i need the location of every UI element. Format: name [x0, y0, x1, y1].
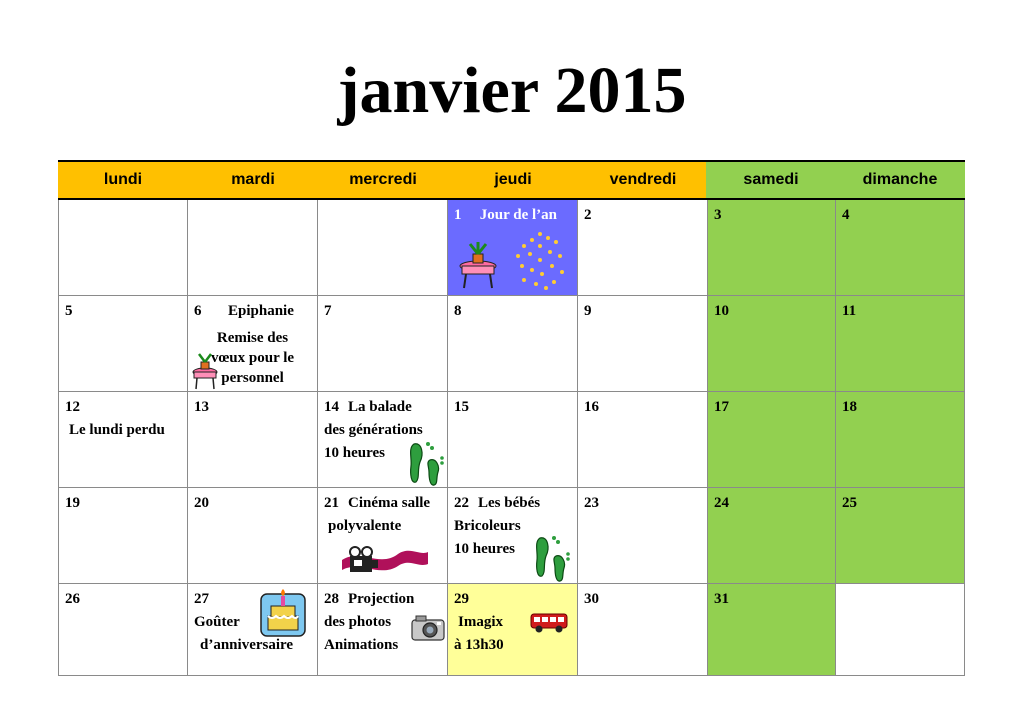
day-number: 10 [714, 303, 729, 319]
day-cell-4 [836, 200, 965, 296]
day-cell-7 [318, 296, 448, 392]
event-text: La balade [348, 399, 412, 415]
day-number: 18 [842, 399, 857, 415]
day-number: 9 [584, 303, 592, 319]
day-cell-10 [708, 296, 836, 392]
day-cell-28 [318, 584, 448, 676]
event-text: d’anniversaire [200, 637, 294, 653]
weekend-header [706, 160, 965, 200]
weekday-header-mardi: mardi [231, 171, 275, 188]
day-cell-31 [708, 584, 836, 676]
day-number: 15 [454, 399, 469, 415]
day-cell-25 [836, 488, 965, 584]
day-cell-23 [578, 488, 708, 584]
day-number: 6 [194, 303, 202, 319]
photo-camera-icon [410, 612, 446, 642]
day-number: 1 [454, 207, 462, 223]
weekday-header-mercredi: mercredi [349, 171, 417, 188]
weekday-header-samedi: samedi [743, 171, 799, 188]
event-text: Remise des [216, 330, 289, 346]
day-number: 29 [454, 591, 469, 607]
film-camera-icon [340, 542, 430, 576]
day-cell-13 [188, 392, 318, 488]
day-number: 8 [454, 303, 462, 319]
day-cell-27 [188, 584, 318, 676]
footprints-icon [408, 440, 444, 486]
day-number: 17 [714, 399, 729, 415]
day-number: 30 [584, 591, 599, 607]
event-text: 10 heures [454, 541, 515, 557]
event-text: Bricoleurs [454, 518, 521, 534]
day-number: 4 [842, 207, 850, 223]
day-number: 27 [194, 591, 209, 607]
footprints-icon [534, 534, 570, 582]
day-number: 20 [194, 495, 209, 511]
bus-icon [530, 612, 568, 634]
day-cell-29 [448, 584, 578, 676]
event-text: Jour de l’an [479, 207, 557, 223]
day-cell [58, 200, 188, 296]
day-number: 7 [324, 303, 332, 319]
day-cell-15 [448, 392, 578, 488]
day-cell-18 [836, 392, 965, 488]
birthday-cake-icon [260, 588, 306, 638]
event-text: personnel [221, 370, 284, 386]
event-text: Les bébés [478, 495, 541, 511]
day-number: 12 [65, 399, 80, 415]
day-number: 16 [584, 399, 599, 415]
day-cell-16 [578, 392, 708, 488]
day-cell-3 [708, 200, 836, 296]
page-title: janvier 2015 [337, 54, 687, 127]
event-text: Projection [348, 591, 415, 607]
day-cell-30 [578, 584, 708, 676]
event-text: Epiphanie [228, 303, 294, 319]
day-cell-8 [448, 296, 578, 392]
event-text: Imagix [458, 614, 503, 630]
day-cell-11 [836, 296, 965, 392]
table-plant-icon [456, 240, 500, 290]
fireworks-icon [510, 230, 570, 292]
event-text: des générations [324, 422, 423, 438]
day-number: 11 [842, 303, 857, 319]
event-text: des photos [324, 614, 392, 630]
day-number: 13 [194, 399, 209, 415]
day-number: 28 [324, 591, 339, 607]
day-cell-17 [708, 392, 836, 488]
day-cell-5 [58, 296, 188, 392]
day-cell-9 [578, 296, 708, 392]
day-number: 25 [842, 495, 857, 511]
table-plant-icon [190, 352, 220, 390]
event-text: 10 heures [324, 445, 385, 461]
day-cell-2 [578, 200, 708, 296]
day-number: 19 [65, 495, 80, 511]
day-number: 14 [324, 399, 339, 415]
day-cell-1 [448, 200, 578, 296]
day-cell-6 [188, 296, 318, 392]
day-cell-14 [318, 392, 448, 488]
day-cell-24 [708, 488, 836, 584]
day-number: 31 [714, 591, 729, 607]
event-text: Goûter [194, 614, 240, 630]
day-cell [318, 200, 448, 296]
day-cell-21 [318, 488, 448, 584]
day-number: 22 [454, 495, 469, 511]
event-text: vœux pour le [210, 350, 295, 366]
event-text: Le lundi perdu [69, 422, 165, 438]
day-cell-26 [58, 584, 188, 676]
event-text: à 13h30 [454, 637, 504, 653]
weekday-header-dimanche: dimanche [862, 171, 938, 188]
day-number: 5 [65, 303, 73, 319]
weekday-header-jeudi: jeudi [494, 171, 532, 188]
event-text: Animations [324, 637, 399, 653]
day-cell [836, 584, 965, 676]
day-number: 26 [65, 591, 80, 607]
day-cell [188, 200, 318, 296]
day-number: 23 [584, 495, 599, 511]
event-text: Cinéma salle [348, 495, 431, 511]
weekday-header [58, 160, 706, 200]
event-text: polyvalente [328, 518, 402, 534]
weekday-header-lundi: lundi [103, 171, 143, 188]
weekday-header-vendredi: vendredi [609, 171, 677, 188]
day-number: 24 [714, 495, 729, 511]
day-cell-22 [448, 488, 578, 584]
day-number: 2 [584, 207, 592, 223]
day-cell-12 [58, 392, 188, 488]
day-cell-20 [188, 488, 318, 584]
day-number: 3 [714, 207, 722, 223]
day-number: 21 [324, 495, 339, 511]
day-cell-19 [58, 488, 188, 584]
